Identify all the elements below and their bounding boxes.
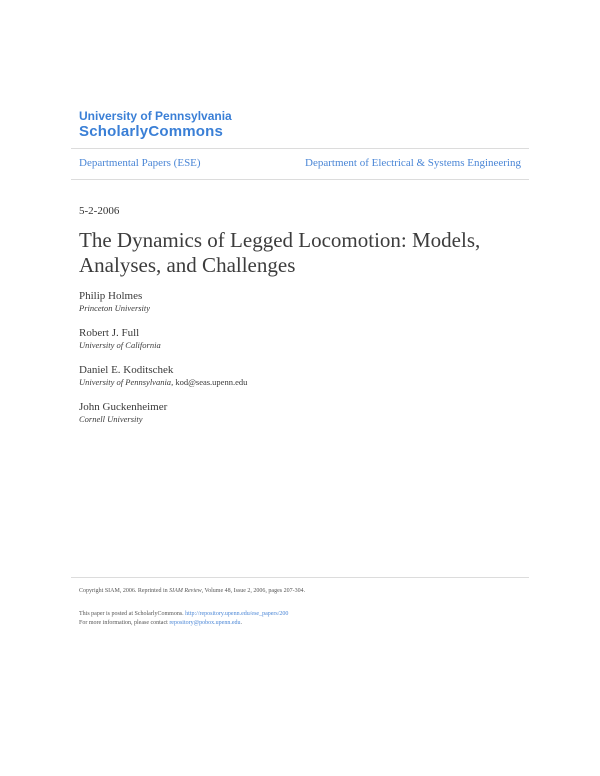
- posted-prefix: This paper is posted at ScholarlyCommons.: [79, 611, 184, 617]
- author-affiliation: University of California: [79, 340, 161, 350]
- copyright-suffix: , Volume 48, Issue 2, 2006, pages 207-304.: [201, 588, 306, 594]
- author-name: John Guckenheimer: [79, 401, 168, 413]
- divider-nav: [71, 179, 529, 180]
- author-affiliation-text: University of Pennsylvania: [79, 377, 172, 387]
- divider-top: [71, 148, 529, 149]
- author-affiliation: University of Pennsylvania, kod@seas.upenn.edu: [79, 377, 248, 387]
- author-entry: [79, 364, 247, 388]
- author-affiliation: Princeton University: [79, 303, 151, 313]
- author-name: Robert J. Full: [79, 327, 140, 339]
- collection-nav: [79, 157, 521, 173]
- journal-name: SIAM Review: [169, 588, 202, 594]
- author-entry: [79, 327, 247, 351]
- author-email: kod@seas.upenn.edu: [175, 377, 248, 387]
- paper-title: The Dynamics of Legged Locomotion: Models, Analyses, and Challenges: [79, 228, 481, 277]
- author-name: Philip Holmes: [79, 290, 143, 302]
- author-affiliation: Cornell University: [79, 414, 143, 424]
- repository-name[interactable]: ScholarlyCommons: [79, 123, 224, 140]
- posting-info: [79, 610, 288, 628]
- departmental-papers-link[interactable]: Departmental Papers (ESE): [79, 157, 201, 169]
- contact-prefix: For more information, please contact: [79, 620, 168, 626]
- paper-url-link[interactable]: http://repository.upenn.edu/ese_papers/200: [185, 611, 289, 617]
- divider-footer: [71, 577, 529, 578]
- repository-brand[interactable]: [79, 109, 232, 141]
- contact-email-link[interactable]: repository@pobox.upenn.edu: [169, 620, 241, 626]
- department-link[interactable]: Department of Electrical & Systems Engineering: [305, 157, 521, 169]
- copyright-notice: [79, 588, 305, 594]
- contact-suffix: .: [240, 620, 242, 626]
- author-entry: [79, 290, 247, 314]
- posted-line: [79, 610, 288, 619]
- author-name: Daniel E. Koditschek: [79, 364, 174, 376]
- university-name[interactable]: University of Pennsylvania: [79, 109, 232, 123]
- copyright-prefix: Copyright SIAM, 2006. Reprinted in: [79, 588, 168, 594]
- author-list: [79, 290, 247, 438]
- publication-date: 5-2-2006: [79, 205, 120, 217]
- author-entry: [79, 401, 247, 425]
- contact-line: [79, 619, 288, 628]
